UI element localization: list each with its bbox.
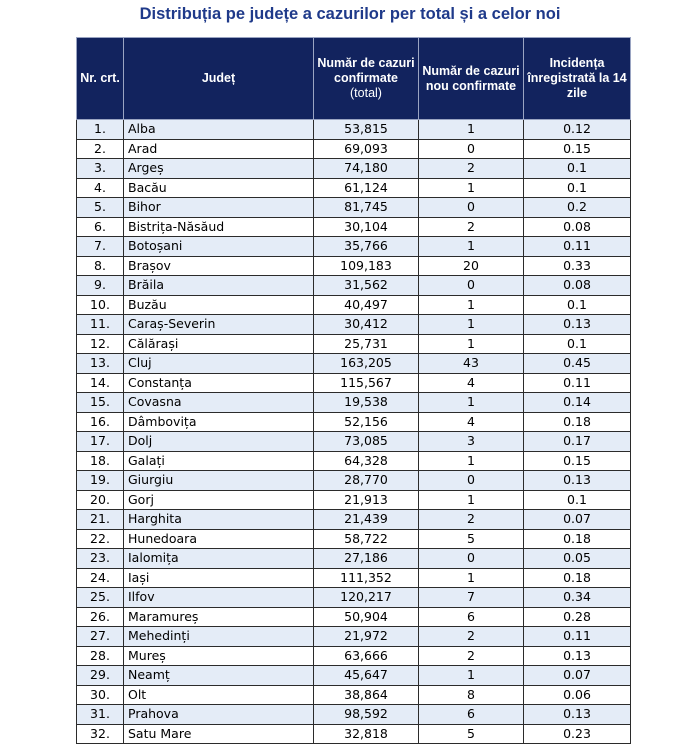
table-row [77,295,631,315]
cell-total: 52,156 [314,412,419,432]
cell-judet: Cluj [124,354,314,374]
cell-noi: 5 [419,529,524,549]
cell-noi: 1 [419,237,524,257]
cell-judet: Ialomița [124,549,314,569]
cell-incidenta: 0.15 [524,451,631,471]
cell-judet: Arad [124,139,314,159]
cell-incidenta: 0.13 [524,646,631,666]
table-row [77,685,631,705]
cell-total: 64,328 [314,451,419,471]
cell-total: 21,439 [314,510,419,530]
cell-noi: 1 [419,568,524,588]
cell-incidenta: 0.15 [524,139,631,159]
cell-noi: 1 [419,490,524,510]
cell-judet: Dolj [124,432,314,452]
cell-nr: 12. [77,334,124,354]
cell-total: 19,538 [314,393,419,413]
cell-nr: 7. [77,237,124,257]
cell-incidenta: 0.23 [524,724,631,744]
cell-total: 74,180 [314,159,419,179]
cell-judet: Bistrița-Năsăud [124,217,314,237]
header-total [314,38,419,120]
cell-nr: 8. [77,256,124,276]
cell-noi: 7 [419,588,524,608]
table-row [77,627,631,647]
cell-judet: Maramureș [124,607,314,627]
cell-total: 27,186 [314,549,419,569]
cell-total: 58,722 [314,529,419,549]
cell-noi: 4 [419,373,524,393]
table-row [77,334,631,354]
cell-incidenta: 0.2 [524,198,631,218]
cell-total: 115,567 [314,373,419,393]
header-row [77,38,631,120]
cell-judet: Satu Mare [124,724,314,744]
cell-incidenta: 0.07 [524,666,631,686]
cell-noi: 0 [419,139,524,159]
table-row [77,510,631,530]
cell-nr: 11. [77,315,124,335]
cell-nr: 4. [77,178,124,198]
cell-judet: Brăila [124,276,314,296]
cell-total: 109,183 [314,256,419,276]
table-row [77,529,631,549]
cell-judet: Ilfov [124,588,314,608]
cell-nr: 23. [77,549,124,569]
cell-nr: 22. [77,529,124,549]
cell-noi: 2 [419,646,524,666]
cell-noi: 5 [419,724,524,744]
cell-nr: 18. [77,451,124,471]
cell-nr: 14. [77,373,124,393]
cell-noi: 0 [419,549,524,569]
cell-noi: 1 [419,315,524,335]
table-row [77,451,631,471]
cell-judet: Dâmbovița [124,412,314,432]
table-row [77,315,631,335]
cell-total: 73,085 [314,432,419,452]
cell-nr: 1. [77,120,124,140]
table-row [77,490,631,510]
cell-noi: 1 [419,178,524,198]
cell-nr: 5. [77,198,124,218]
cell-incidenta: 0.17 [524,432,631,452]
cell-total: 30,412 [314,315,419,335]
cell-noi: 1 [419,120,524,140]
cell-incidenta: 0.33 [524,256,631,276]
table-row [77,159,631,179]
cell-nr: 31. [77,705,124,725]
table-row [77,217,631,237]
table-row [77,432,631,452]
table-row [77,471,631,491]
table-header [77,38,631,120]
table-row [77,139,631,159]
cell-incidenta: 0.34 [524,588,631,608]
cell-judet: Constanța [124,373,314,393]
cell-incidenta: 0.11 [524,627,631,647]
cell-noi: 3 [419,432,524,452]
cell-total: 40,497 [314,295,419,315]
cell-nr: 2. [77,139,124,159]
cell-incidenta: 0.18 [524,412,631,432]
county-cases-table [76,37,631,744]
cell-noi: 2 [419,217,524,237]
cell-noi: 4 [419,412,524,432]
cell-incidenta: 0.08 [524,217,631,237]
cell-nr: 9. [77,276,124,296]
cell-noi: 1 [419,666,524,686]
cell-incidenta: 0.18 [524,568,631,588]
cell-judet: Giurgiu [124,471,314,491]
cell-nr: 13. [77,354,124,374]
cell-noi: 43 [419,354,524,374]
cell-incidenta: 0.08 [524,276,631,296]
table-row [77,120,631,140]
cell-noi: 0 [419,471,524,491]
table-row [77,198,631,218]
cell-nr: 15. [77,393,124,413]
cell-judet: Mureș [124,646,314,666]
table-row [77,276,631,296]
cell-incidenta: 0.11 [524,373,631,393]
table-row [77,256,631,276]
cell-incidenta: 0.13 [524,705,631,725]
cell-judet: Neamț [124,666,314,686]
header-judet: Județ [124,38,314,120]
cell-incidenta: 0.11 [524,237,631,257]
cell-incidenta: 0.12 [524,120,631,140]
header-noi: Număr de cazuri nou confirmate [419,38,524,120]
table-row [77,354,631,374]
cell-total: 30,104 [314,217,419,237]
header-incidenta: Incidența înregistrată la 14 zile [524,38,631,120]
cell-judet: Brașov [124,256,314,276]
cell-incidenta: 0.1 [524,159,631,179]
cell-nr: 19. [77,471,124,491]
cell-total: 25,731 [314,334,419,354]
header-nr: Nr. crt. [77,38,124,120]
cell-incidenta: 0.45 [524,354,631,374]
cell-incidenta: 0.06 [524,685,631,705]
cell-incidenta: 0.18 [524,529,631,549]
table-body [77,120,631,744]
cell-judet: Alba [124,120,314,140]
cell-nr: 24. [77,568,124,588]
cell-nr: 21. [77,510,124,530]
cell-noi: 2 [419,510,524,530]
cell-incidenta: 0.1 [524,178,631,198]
cell-incidenta: 0.05 [524,549,631,569]
cell-nr: 28. [77,646,124,666]
cell-total: 32,818 [314,724,419,744]
cell-judet: Prahova [124,705,314,725]
cell-total: 31,562 [314,276,419,296]
cell-nr: 3. [77,159,124,179]
table-row [77,666,631,686]
cell-noi: 6 [419,607,524,627]
cell-judet: Botoșani [124,237,314,257]
cell-total: 21,972 [314,627,419,647]
cell-total: 69,093 [314,139,419,159]
cell-nr: 20. [77,490,124,510]
cell-noi: 0 [419,276,524,296]
cell-total: 81,745 [314,198,419,218]
cell-total: 63,666 [314,646,419,666]
cell-total: 120,217 [314,588,419,608]
table-row [77,607,631,627]
cell-nr: 29. [77,666,124,686]
cell-nr: 27. [77,627,124,647]
cell-nr: 26. [77,607,124,627]
cell-judet: Olt [124,685,314,705]
cell-total: 53,815 [314,120,419,140]
cell-noi: 1 [419,451,524,471]
cell-incidenta: 0.07 [524,510,631,530]
cell-nr: 6. [77,217,124,237]
cell-total: 50,904 [314,607,419,627]
cell-judet: Harghita [124,510,314,530]
table-row [77,568,631,588]
cell-total: 21,913 [314,490,419,510]
table-row [77,549,631,569]
cell-incidenta: 0.1 [524,490,631,510]
cell-total: 111,352 [314,568,419,588]
cell-judet: Argeș [124,159,314,179]
cell-noi: 1 [419,393,524,413]
cell-total: 38,864 [314,685,419,705]
cell-incidenta: 0.1 [524,334,631,354]
cell-incidenta: 0.14 [524,393,631,413]
cell-total: 45,647 [314,666,419,686]
cell-nr: 32. [77,724,124,744]
table-row [77,393,631,413]
table-row [77,412,631,432]
header-total-sub: (total) [350,86,382,100]
cell-noi: 2 [419,159,524,179]
header-total-main: Număr de cazuri confirmate [317,56,415,85]
cell-incidenta: 0.13 [524,315,631,335]
cell-noi: 6 [419,705,524,725]
cell-nr: 10. [77,295,124,315]
cell-incidenta: 0.13 [524,471,631,491]
cell-judet: Buzău [124,295,314,315]
cell-nr: 30. [77,685,124,705]
cell-noi: 0 [419,198,524,218]
cell-noi: 20 [419,256,524,276]
cell-incidenta: 0.1 [524,295,631,315]
cell-total: 28,770 [314,471,419,491]
table-row [77,724,631,744]
cell-nr: 16. [77,412,124,432]
table-row [77,237,631,257]
cell-nr: 17. [77,432,124,452]
cell-total: 61,124 [314,178,419,198]
cell-judet: Călărași [124,334,314,354]
page-title: Distribuția pe județe a cazurilor per total și a celor noi [139,5,561,23]
cell-judet: Galați [124,451,314,471]
table-row [77,646,631,666]
cell-judet: Mehedinți [124,627,314,647]
table-row [77,178,631,198]
cell-noi: 1 [419,295,524,315]
cell-judet: Bihor [124,198,314,218]
cell-total: 35,766 [314,237,419,257]
cell-judet: Gorj [124,490,314,510]
cell-judet: Covasna [124,393,314,413]
cell-nr: 25. [77,588,124,608]
table-row [77,373,631,393]
cell-judet: Caraș-Severin [124,315,314,335]
table-row [77,705,631,725]
table-row [77,588,631,608]
cell-incidenta: 0.28 [524,607,631,627]
cell-judet: Bacău [124,178,314,198]
cell-noi: 1 [419,334,524,354]
cell-total: 163,205 [314,354,419,374]
cell-noi: 8 [419,685,524,705]
cell-judet: Hunedoara [124,529,314,549]
cell-noi: 2 [419,627,524,647]
cell-total: 98,592 [314,705,419,725]
cell-judet: Iași [124,568,314,588]
